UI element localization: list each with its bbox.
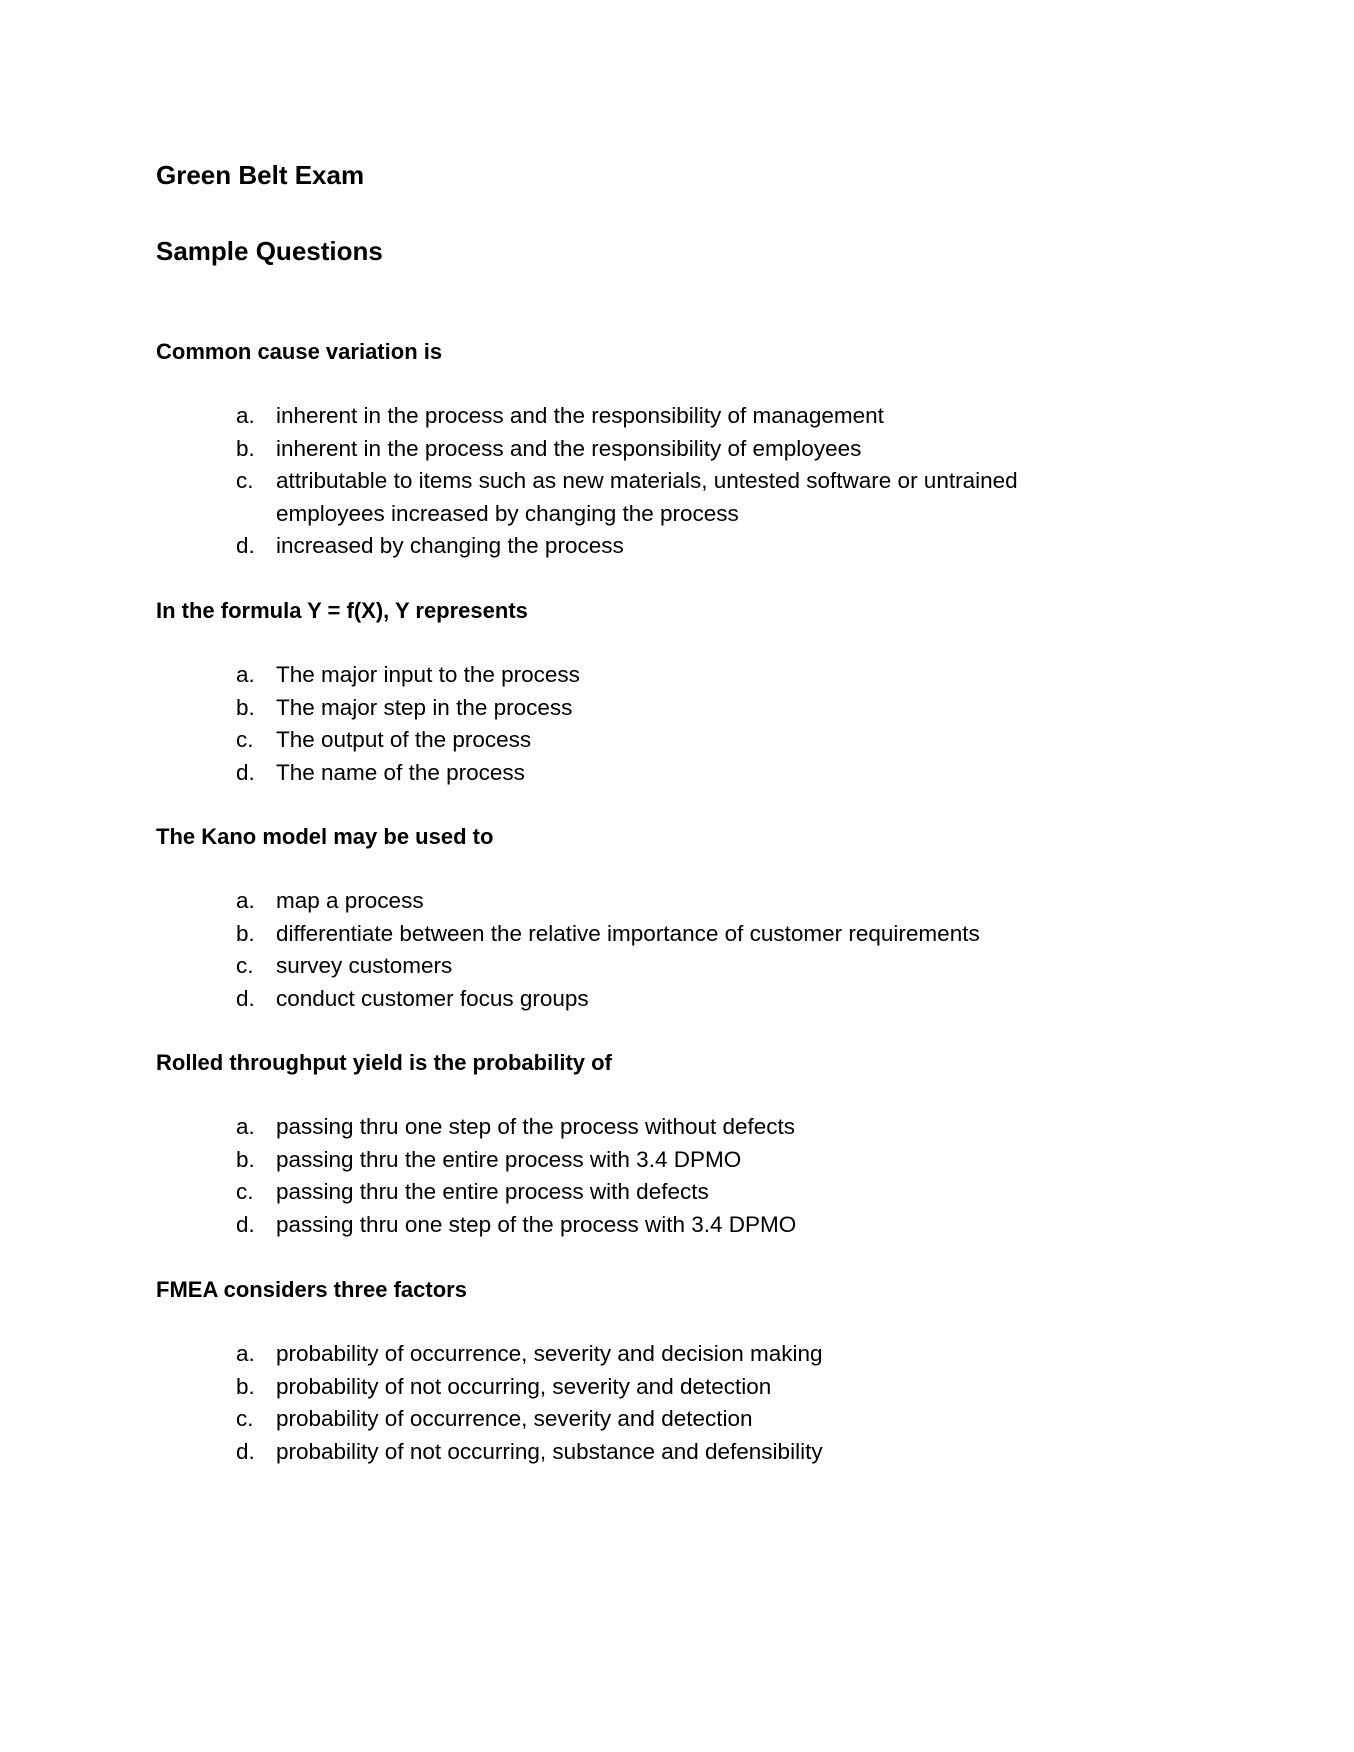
option-b	[236, 1371, 1236, 1404]
option-text: The output of the process	[276, 727, 532, 752]
option-letter: d.	[236, 1211, 255, 1237]
option-c	[236, 1176, 1236, 1209]
option-text: The major input to the process	[276, 662, 580, 687]
question-1	[156, 338, 1256, 558]
option-text: probability of occurrence, severity and decision making	[276, 1341, 823, 1366]
option-letter: a.	[236, 662, 255, 687]
option-d	[236, 1436, 1236, 1469]
option-list	[236, 1338, 1236, 1468]
option-letter: b.	[236, 1146, 255, 1172]
option-d	[236, 1209, 1236, 1242]
option-a	[236, 885, 1236, 918]
option-letter: c.	[236, 1179, 254, 1204]
option-list	[236, 1111, 1236, 1241]
question-text: Common cause variation is	[156, 339, 443, 364]
option-text: map a process	[276, 888, 424, 913]
option-b	[236, 433, 1236, 466]
option-list	[236, 400, 1236, 563]
question-text: In the formula Y = f(X), Y represents	[156, 598, 528, 623]
option-d	[236, 530, 1236, 563]
option-a	[236, 1111, 1236, 1144]
option-letter: a.	[236, 888, 255, 913]
option-c	[236, 724, 1236, 757]
question-3	[156, 823, 1256, 1011]
option-b	[236, 918, 1236, 951]
document-title: Green Belt Exam	[156, 160, 365, 190]
option-text: passing thru the entire process with defects	[276, 1179, 709, 1204]
option-letter: b.	[236, 435, 255, 461]
question-2	[156, 597, 1256, 785]
option-text: increased by changing the process	[276, 533, 624, 558]
option-text: The major step in the process	[276, 694, 573, 720]
option-letter: b.	[236, 920, 255, 946]
option-a	[236, 400, 1236, 433]
option-c	[236, 950, 1236, 983]
option-letter: d.	[236, 759, 255, 785]
option-text: inherent in the process and the responsibility of management	[276, 403, 884, 428]
option-letter: d.	[236, 533, 255, 558]
option-letter: a.	[236, 1341, 255, 1366]
option-list	[236, 659, 1236, 789]
option-text: passing thru one step of the process with 3.4 DPMO	[276, 1211, 797, 1237]
option-c	[236, 1403, 1236, 1436]
option-b	[236, 1144, 1236, 1177]
option-letter: c.	[236, 727, 254, 752]
option-d	[236, 757, 1236, 790]
option-letter: b.	[236, 1373, 255, 1399]
question-text: FMEA considers three factors	[156, 1277, 467, 1302]
option-letter: a.	[236, 403, 255, 428]
document-page	[156, 0, 1256, 1752]
option-a	[236, 1338, 1236, 1371]
option-letter: c.	[236, 953, 254, 978]
option-a	[236, 659, 1236, 692]
option-b	[236, 692, 1236, 725]
option-list	[236, 885, 1236, 1015]
option-text: probability of not occurring, substance and defensibility	[276, 1438, 823, 1464]
option-text: attributable to items such as new materials, untested software or untrained employees increased by changing the process	[276, 468, 1018, 526]
option-text: survey customers	[276, 953, 453, 978]
question-4	[156, 1049, 1256, 1237]
option-letter: c.	[236, 1406, 254, 1431]
question-text: The Kano model may be used to	[156, 824, 494, 849]
option-text: probability of occurrence, severity and detection	[276, 1406, 753, 1431]
question-text: Rolled throughput yield is the probability of	[156, 1050, 612, 1075]
option-c	[236, 465, 1236, 530]
option-text: The name of the process	[276, 759, 525, 785]
option-text: inherent in the process and the responsibility of employees	[276, 435, 862, 461]
option-text: passing thru one step of the process without defects	[276, 1114, 796, 1139]
option-text: passing thru the entire process with 3.4 DPMO	[276, 1146, 742, 1172]
option-letter: b.	[236, 694, 255, 720]
option-text: differentiate between the relative importance of customer requirements	[276, 920, 980, 946]
option-letter: c.	[236, 468, 254, 493]
document-subtitle: Sample Questions	[156, 236, 383, 266]
option-text: probability of not occurring, severity and detection	[276, 1373, 772, 1399]
option-text: conduct customer focus groups	[276, 985, 589, 1011]
option-letter: d.	[236, 985, 255, 1011]
question-5	[156, 1276, 1256, 1464]
option-d	[236, 983, 1236, 1016]
option-letter: d.	[236, 1438, 255, 1464]
option-letter: a.	[236, 1114, 255, 1139]
